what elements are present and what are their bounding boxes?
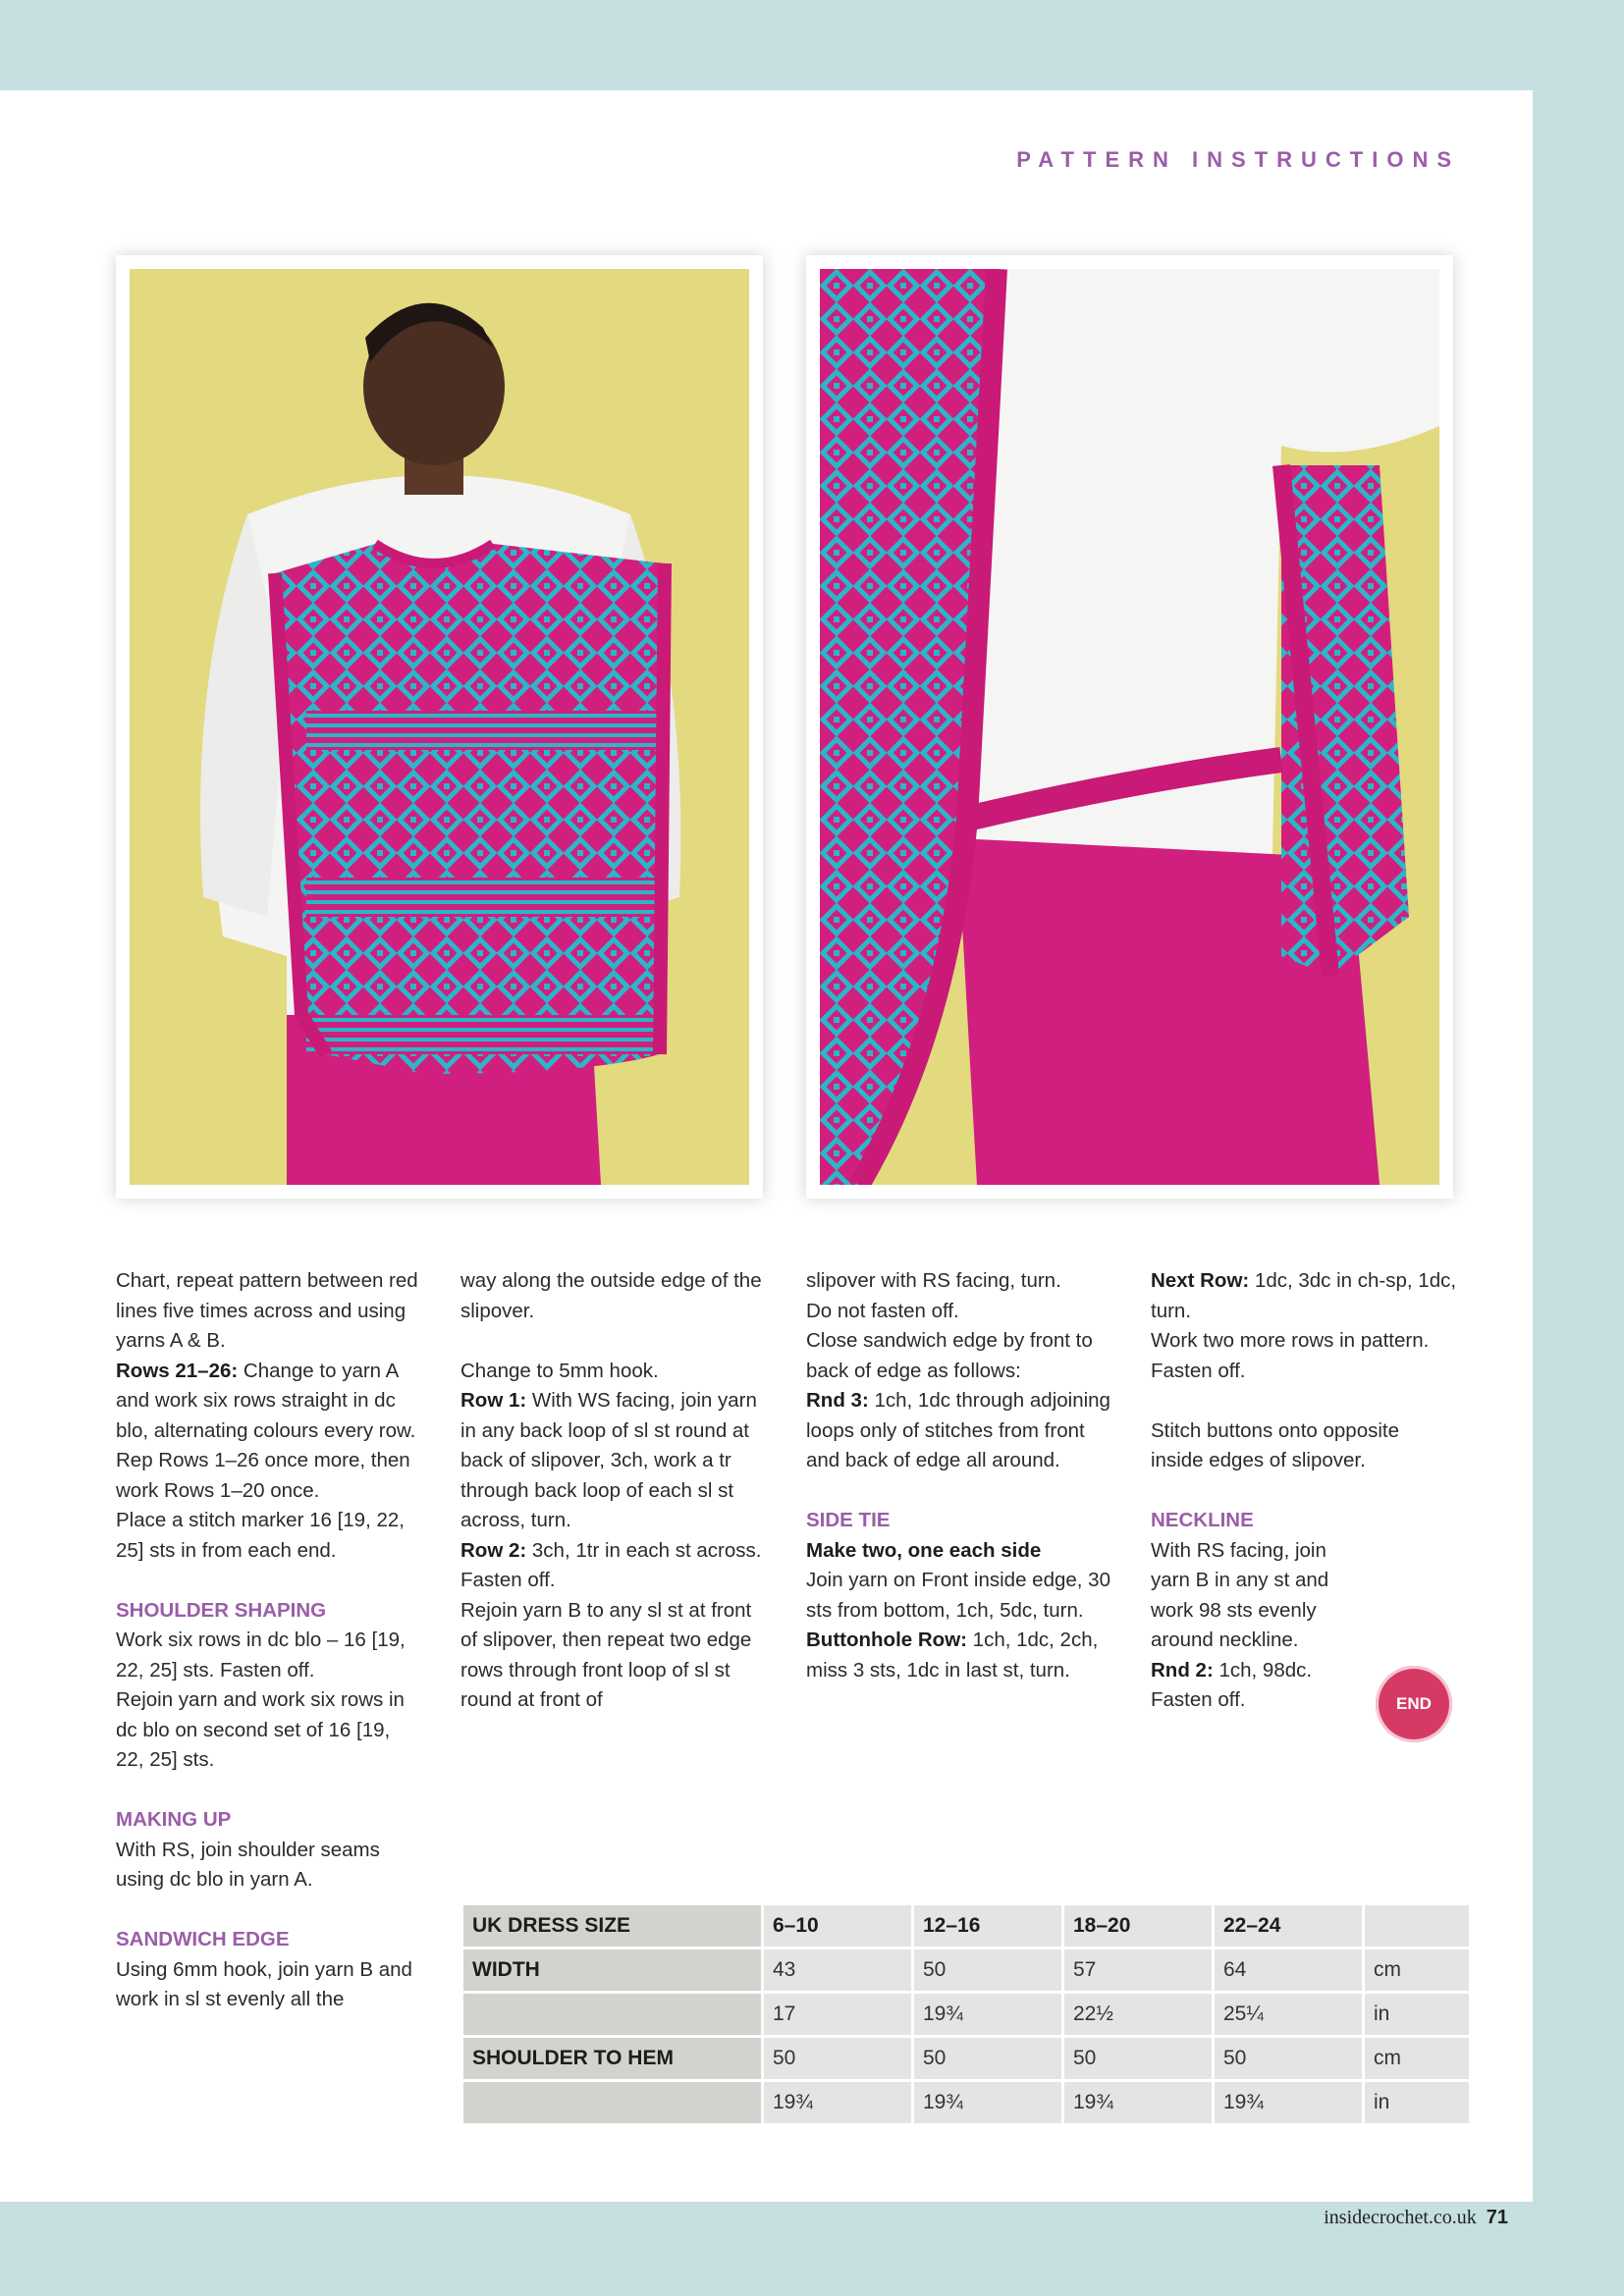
paragraph (460, 1386, 767, 1536)
text-column-4 (1151, 1266, 1457, 1716)
table-cell: 19¾ (914, 1994, 1061, 2035)
website-link[interactable]: insidecrochet.co.uk (1324, 2207, 1477, 2228)
instruction-text: 1ch, 1dc, 2ch, miss 3 sts, 1dc in last st, turn. (806, 1629, 1099, 1682)
paragraph: With RS, join shoulder seams using dc blo in yarn A. (116, 1838, 380, 1891)
instruction-label: Rnd 3: (806, 1389, 869, 1412)
table-header-row (463, 1905, 1469, 1947)
table-cell: 50 (1064, 2038, 1212, 2079)
subheading: Make two, one each side (806, 1538, 1042, 1562)
table-header-cell: 6–10 (764, 1905, 911, 1947)
paragraph: Rep Rows 1–26 once more, then work Rows 1–20 once. (116, 1449, 410, 1502)
paragraph: Do not fasten off. (806, 1299, 959, 1322)
paragraph (460, 1536, 767, 1567)
table-cell: 50 (1215, 2038, 1362, 2079)
section-heading: SIDE TIE (806, 1509, 891, 1531)
table-cell: 19¾ (1215, 2082, 1362, 2123)
table-cell: 50 (914, 1949, 1061, 1991)
size-table (460, 1902, 1472, 2126)
section-heading: SANDWICH EDGE (116, 1928, 290, 1950)
paragraph: Using 6mm hook, join yarn B and work in sl st evenly all the (116, 1957, 412, 2010)
photo-back-view (116, 255, 763, 1199)
paragraph: Change to 5mm hook. (460, 1359, 659, 1382)
table-cell: 25¼ (1215, 1994, 1362, 2035)
paragraph: Fasten off. (460, 1569, 556, 1591)
photo-side-view-image (820, 269, 1439, 1185)
table-cell: in (1365, 2082, 1469, 2123)
table-cell: 17 (764, 1994, 911, 2035)
instruction-label: Rows 21–26: (116, 1359, 239, 1382)
instruction-text: With WS facing, join yarn in any back loop of sl st round at back of slipover, 3ch, work a tr through back loop of each sl st across, turn. (460, 1389, 757, 1531)
paragraph (1151, 1266, 1457, 1326)
table-cell (463, 1994, 761, 2035)
table-cell: in (1365, 1994, 1469, 2035)
table-row (463, 2082, 1469, 2123)
section-heading: MAKING UP (116, 1808, 232, 1831)
table-cell: 19¾ (914, 2082, 1061, 2123)
table-header-cell: UK DRESS SIZE (463, 1905, 761, 1947)
table-cell: 43 (764, 1949, 911, 1991)
instruction-text: 3ch, 1tr in each st across. (526, 1538, 762, 1562)
table-cell: cm (1365, 2038, 1469, 2079)
paragraph (806, 1386, 1112, 1476)
page-footer (1324, 2207, 1508, 2229)
text-column-1 (116, 1266, 422, 2015)
instruction-label: Rnd 2: (1151, 1658, 1214, 1682)
table-cell: 50 (914, 2038, 1061, 2079)
table-cell: 22½ (1064, 1994, 1212, 2035)
table-cell: SHOULDER TO HEM (463, 2038, 761, 2079)
text-column-3 (806, 1266, 1112, 1685)
instruction-text: Change to yarn A and work six rows straight in dc blo, alternating colours every row. (116, 1359, 416, 1442)
instruction-label: Row 2: (460, 1538, 527, 1562)
table-header-cell: 12–16 (914, 1905, 1061, 1947)
end-badge: END (1376, 1666, 1452, 1742)
table-header-cell: 22–24 (1215, 1905, 1362, 1947)
paragraph: Rejoin yarn B to any sl st at front of slipover, then repeat two edge rows through front loop of sl st round at front of (460, 1598, 752, 1711)
section-heading: SHOULDER SHAPING (116, 1598, 327, 1622)
text-column-2 (460, 1266, 767, 1716)
paragraph: Close sandwich edge by front to back of edge as follows: (806, 1329, 1093, 1382)
table-cell: 50 (764, 2038, 911, 2079)
photo-back-view-image (130, 269, 749, 1185)
table-header-cell (1365, 1905, 1469, 1947)
paragraph: Rejoin yarn and work six rows in dc blo on second set of 16 [19, 22, 25] sts. (116, 1688, 405, 1771)
instruction-text: 1ch, 98dc. (1213, 1658, 1313, 1682)
instruction-text: 1dc, 3dc in ch-sp, 1dc, turn. (1151, 1269, 1457, 1322)
instruction-label: Next Row: (1151, 1269, 1250, 1292)
paragraph: Chart, repeat pattern between red lines five times across and using yarns A & B. (116, 1269, 418, 1352)
table-cell: 57 (1064, 1949, 1212, 1991)
table-cell (463, 2082, 761, 2123)
table-row (463, 1949, 1469, 1991)
page-number: 71 (1486, 2207, 1508, 2228)
section-heading: NECKLINE (1151, 1509, 1254, 1531)
paragraph (116, 1357, 422, 1447)
paragraph: Place a stitch marker 16 [19, 22, 25] sts in from each end. (116, 1509, 405, 1562)
paragraph: slipover with RS facing, turn. (806, 1269, 1061, 1292)
paragraph: Join yarn on Front inside edge, 30 sts from bottom, 1ch, 5dc, turn. (806, 1569, 1110, 1622)
table-cell: 19¾ (764, 2082, 911, 2123)
paragraph: Work six rows in dc blo – 16 [19, 22, 25] sts. Fasten off. (116, 1629, 406, 1682)
table-cell: cm (1365, 1949, 1469, 1991)
table-row (463, 1994, 1469, 2035)
paragraph: Fasten off. (1151, 1688, 1246, 1711)
table-header-cell: 18–20 (1064, 1905, 1212, 1947)
paragraph: Fasten off. (1151, 1359, 1246, 1382)
table-cell: 64 (1215, 1949, 1362, 1991)
table-cell: WIDTH (463, 1949, 761, 1991)
instruction-text: 1ch, 1dc through adjoining loops only of stitches from front and back of edge all around. (806, 1389, 1110, 1471)
instruction-label: Buttonhole Row: (806, 1629, 967, 1651)
paragraph: Work two more rows in pattern. (1151, 1329, 1430, 1352)
paragraph: way along the outside edge of the slipover. (460, 1269, 762, 1322)
section-label: PATTERN INSTRUCTIONS (1016, 147, 1460, 172)
table-row (463, 2038, 1469, 2079)
paragraph: With RS facing, join yarn B in any st and work 98 sts evenly around neckline. (1151, 1538, 1329, 1651)
paragraph (806, 1536, 1112, 1567)
paragraph: Stitch buttons onto opposite inside edges of slipover. (1151, 1418, 1400, 1471)
photo-side-view (806, 255, 1453, 1199)
table-cell: 19¾ (1064, 2082, 1212, 2123)
instruction-label: Row 1: (460, 1389, 527, 1412)
paragraph (806, 1626, 1112, 1685)
